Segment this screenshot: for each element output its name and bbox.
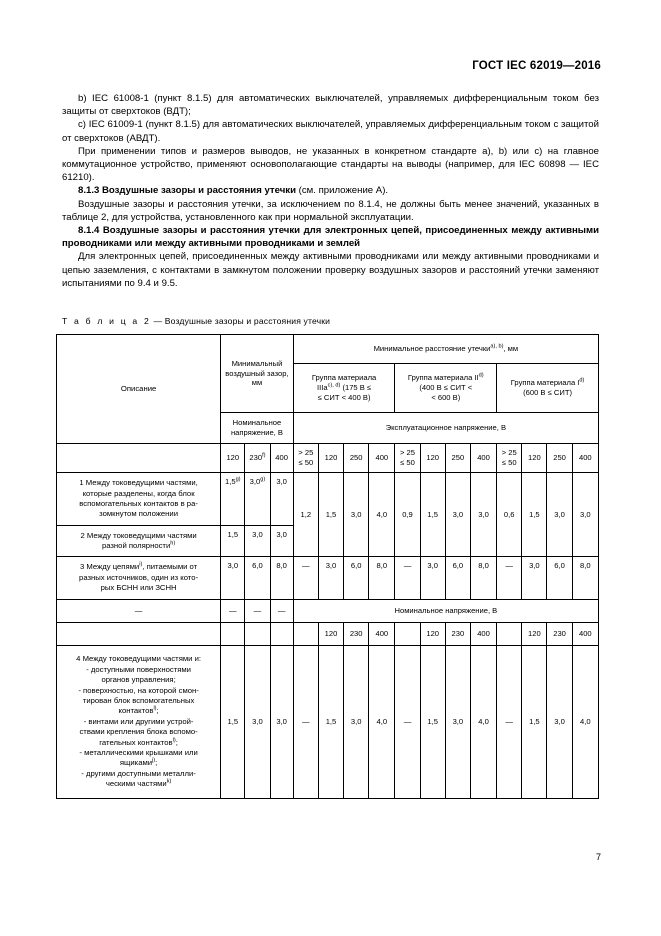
row-3-desc-sup: i) bbox=[139, 561, 143, 568]
creepage-col-3 bbox=[369, 444, 395, 473]
header-service-voltage: Эксплуатационное напряжение, В bbox=[293, 413, 598, 444]
table-header-row-5 bbox=[57, 623, 599, 646]
merged-creepage-7: 3,0 bbox=[470, 473, 496, 557]
voltage-230-air bbox=[245, 444, 270, 473]
row-3-description bbox=[57, 557, 221, 600]
row-3-creep-5: 3,0 bbox=[420, 557, 445, 600]
group-ii-sup: d) bbox=[478, 372, 484, 379]
voltage2-col-5: 120 bbox=[420, 623, 445, 646]
merged-creepage-8: 0,6 bbox=[497, 473, 522, 557]
row-2-air-400: 3,0 bbox=[270, 526, 293, 557]
creepage-col-0-l2: ≤ 50 bbox=[298, 458, 314, 467]
creepage-col-2-l1: 250 bbox=[349, 453, 363, 463]
voltage2-col-2: 230 bbox=[344, 623, 369, 646]
row-4-desc-line-5: тирован блок вспомогательных bbox=[82, 695, 195, 705]
clause-8-1-4-title: 8.1.4 Воздушные зазоры и расстояния утечки для электронных цепей, присоединенных между активными проводниками или между активными проводниками и землей bbox=[62, 225, 599, 250]
voltage2-air-230 bbox=[245, 623, 270, 646]
row-1-desc-line-4: зомкнутом положении bbox=[99, 509, 179, 519]
row-4-creep-9: 1,5 bbox=[522, 646, 547, 799]
row-4-creep-2: 3,0 bbox=[344, 646, 369, 799]
table-2 bbox=[56, 334, 599, 799]
merged-creepage-5: 1,5 bbox=[420, 473, 445, 557]
voltage2-col-3: 400 bbox=[369, 623, 395, 646]
row-1-air-230-sup: g) bbox=[260, 476, 266, 483]
header-rated-voltage: Номинальное напряжение, В bbox=[221, 413, 294, 444]
merged-creepage-6: 3,0 bbox=[445, 473, 470, 557]
row-4-desc-line-11-text: ящиками bbox=[119, 758, 153, 768]
creepage-col-2 bbox=[344, 444, 369, 473]
row-4-creep-11: 4,0 bbox=[572, 646, 598, 799]
separator-air-120: — bbox=[221, 600, 245, 623]
row-2-desc-sup: h) bbox=[170, 540, 176, 547]
creepage-col-0 bbox=[293, 444, 318, 473]
header-description: Описание bbox=[57, 335, 221, 444]
merged-creepage-3: 4,0 bbox=[369, 473, 395, 557]
separator-description: — bbox=[57, 600, 221, 623]
row-4-desc-line-7: - винтами или другими устрой- bbox=[83, 716, 194, 726]
row-4-creep-7: 4,0 bbox=[470, 646, 496, 799]
row-4-desc-line-3: органов управления; bbox=[101, 675, 176, 685]
creepage-col-6 bbox=[445, 444, 470, 473]
merged-creepage-9: 1,5 bbox=[522, 473, 547, 557]
voltage-400-air bbox=[270, 444, 293, 473]
row-3-desc-line-1-text: 3 Между цепями bbox=[80, 562, 140, 572]
header-group-iiia bbox=[293, 364, 395, 413]
group-iiia-sup: c), d) bbox=[327, 382, 341, 389]
creepage-col-11-l1: 400 bbox=[578, 453, 592, 463]
row-4-desc-line-2: - доступными поверхностями bbox=[86, 664, 191, 674]
page-number: 7 bbox=[595, 852, 601, 862]
row-1-desc-line-1: 1 Между токоведущими частями, bbox=[79, 478, 198, 488]
table-2-wrapper bbox=[56, 334, 599, 799]
creepage-col-7 bbox=[470, 444, 496, 473]
row-4-creep-1: 1,5 bbox=[318, 646, 343, 799]
row-4-description bbox=[57, 646, 221, 799]
row-2-desc-line-2 bbox=[57, 541, 220, 551]
voltage-120-air bbox=[221, 444, 245, 473]
row-3-creep-6: 6,0 bbox=[445, 557, 470, 600]
row-3-creep-2: 6,0 bbox=[344, 557, 369, 600]
clause-8-1-3-title: 8.1.3 Воздушные зазоры и расстояния утечки bbox=[78, 185, 296, 197]
voltage-230-air-value: 230 bbox=[249, 453, 263, 463]
row-1-air-230-value: 3,0 bbox=[249, 477, 261, 486]
creepage-col-9-l1: 120 bbox=[528, 453, 541, 463]
row-2-desc-line-1: 2 Между токоведущими частями bbox=[80, 530, 197, 540]
voltage2-col-4 bbox=[395, 623, 420, 646]
creepage-col-9 bbox=[522, 444, 547, 473]
header-voltage-cell bbox=[57, 444, 221, 473]
group-iiia-line2-b: (175 В ≤ bbox=[340, 383, 372, 393]
row-3-creep-4: — bbox=[395, 557, 420, 600]
body-text-block bbox=[62, 92, 599, 290]
header-min-air-gap: Минимальный воздушный зазор, мм bbox=[221, 335, 294, 413]
voltage-230-air-sup: f) bbox=[262, 452, 266, 459]
row-3-desc-line-1 bbox=[57, 562, 220, 572]
voltage2-col-6: 230 bbox=[445, 623, 470, 646]
voltage2-col-9: 120 bbox=[522, 623, 547, 646]
row-3-air-230: 6,0 bbox=[245, 557, 270, 600]
table-separator-row bbox=[57, 600, 599, 623]
voltage2-col-10: 230 bbox=[547, 623, 572, 646]
row-1-air-120-value: 1,5 bbox=[225, 477, 236, 486]
row-4-creep-10: 3,0 bbox=[547, 646, 572, 799]
voltage-400-air-value: 400 bbox=[275, 453, 288, 463]
row-4-creep-0: — bbox=[293, 646, 318, 799]
creepage-col-11 bbox=[572, 444, 598, 473]
row-3-creep-7: 8,0 bbox=[470, 557, 496, 600]
row-4-creep-5: 1,5 bbox=[420, 646, 445, 799]
header-min-creepage-unit: , мм bbox=[503, 344, 519, 354]
creepage-col-5-l1: 120 bbox=[426, 453, 440, 463]
creepage-col-4-l1: > 25 bbox=[400, 448, 415, 458]
row-3-air-400: 8,0 bbox=[270, 557, 293, 600]
creepage-col-8-l1: > 25 bbox=[501, 448, 517, 458]
row-1-air-120 bbox=[221, 473, 245, 526]
merged-creepage-10: 3,0 bbox=[547, 473, 572, 557]
row-4-desc-line-4: - поверхностью, на которой смон- bbox=[78, 685, 199, 695]
merged-creepage-0: 1,2 bbox=[293, 473, 318, 557]
row-3-creep-0: — bbox=[293, 557, 318, 600]
clause-8-1-3-body: Воздушные зазоры и расстояния утечки, за исключением по 8.1.4, не должны быть менее значений, указанных в таблице 2, для устройства, установленного как при нормальной эксплуатации. bbox=[62, 198, 599, 223]
row-4-sup-3: j) bbox=[152, 757, 156, 764]
row-4-sup-1: l) bbox=[153, 705, 157, 712]
row-3-desc-line-1-cont: , питаемыми от bbox=[142, 562, 198, 572]
row-4-creep-8: — bbox=[497, 646, 522, 799]
group-iiia-line3: ≤ СИТ < 400 В) bbox=[317, 392, 371, 402]
row-4-sup-4: k) bbox=[166, 778, 172, 785]
row-2-air-230: 3,0 bbox=[245, 526, 270, 557]
row-4-desc-line-12: - другими доступными металли- bbox=[81, 768, 196, 778]
paragraph-terminals: При применении типов и размеров выводов, не указанных в конкретном стандарте a), b) или c) на главное коммутационное устройство, применяют основополагающие стандарты на выводы (например, для IEC 60898 — IEC 61210). bbox=[62, 145, 599, 184]
table-row bbox=[57, 646, 599, 799]
creepage-col-4-l2: ≤ 50 bbox=[400, 458, 415, 467]
row-4-desc-line-13-text: ческими частями bbox=[105, 779, 167, 789]
group-i-line2: (600 В ≤ СИТ) bbox=[523, 388, 572, 397]
table-header-row-4 bbox=[57, 444, 599, 473]
voltage2-desc-cell bbox=[57, 623, 221, 646]
row-2-air-120: 1,5 bbox=[221, 526, 245, 557]
document-header: ГОСТ IEC 62019—2016 bbox=[472, 60, 601, 72]
row-1-air-400-value: 3,0 bbox=[276, 477, 287, 486]
row-4-creep-4: — bbox=[395, 646, 420, 799]
table-caption-text: Воздушные зазоры и расстояния утечки bbox=[164, 316, 331, 326]
creepage-col-5 bbox=[420, 444, 445, 473]
creepage-col-6-l1: 250 bbox=[451, 453, 465, 463]
separator-air-230: — bbox=[245, 600, 270, 623]
voltage2-air-120 bbox=[221, 623, 245, 646]
group-iiia-line2-a: IIIa bbox=[317, 383, 328, 393]
row-4-air-230: 3,0 bbox=[245, 646, 270, 799]
creepage-col-10-l1: 250 bbox=[553, 453, 566, 463]
row-4-air-120: 1,5 bbox=[221, 646, 245, 799]
row-4-desc-line-10: - металлическими крышками или bbox=[79, 748, 198, 758]
header-min-creepage-text: Минимальное расстояние утечки bbox=[373, 344, 491, 354]
group-i-sup: d) bbox=[579, 377, 585, 384]
creepage-col-4 bbox=[395, 444, 420, 473]
row-1-air-400 bbox=[270, 473, 293, 526]
table-row bbox=[57, 557, 599, 600]
paragraph-c: c) IEC 61009-1 (пункт 8.1.5) для автоматических выключателей, управляемых дифференциальным током с защитой от сверхтоков (АВДТ). bbox=[62, 119, 599, 144]
row-3-creep-1: 3,0 bbox=[318, 557, 343, 600]
clause-8-1-3-suffix: (см. приложение А). bbox=[295, 185, 389, 197]
voltage2-col-7: 400 bbox=[470, 623, 496, 646]
row-4-sup-2: l) bbox=[172, 737, 176, 744]
row-1-description bbox=[57, 473, 221, 526]
creepage-col-1 bbox=[318, 444, 343, 473]
row-1-air-120-sup: g) bbox=[235, 476, 241, 483]
merged-creepage-2: 3,0 bbox=[344, 473, 369, 557]
group-iiia-line1: Группа материала bbox=[311, 373, 377, 383]
row-1-desc-line-2: которые разделены, когда блок bbox=[82, 488, 195, 498]
row-3-creep-11: 8,0 bbox=[572, 557, 598, 600]
merged-creepage-11: 3,0 bbox=[572, 473, 598, 557]
row-4-desc-line-6: контактов$^{l)}$; bbox=[118, 705, 159, 716]
row-4-desc-line-11: ящиками$^{j)}$; bbox=[119, 757, 158, 768]
voltage-120-air-value: 120 bbox=[226, 453, 240, 463]
group-ii-line1-a: Группа материала II bbox=[407, 373, 479, 383]
row-3-creep-9: 3,0 bbox=[522, 557, 547, 600]
creepage-col-3-l1: 400 bbox=[375, 453, 389, 463]
row-4-air-400: 3,0 bbox=[270, 646, 293, 799]
table-caption-label: Т а б л и ц а 2 bbox=[62, 316, 151, 326]
voltage2-col-11: 400 bbox=[572, 623, 598, 646]
creepage-col-0-l1: > 25 bbox=[298, 448, 314, 458]
row-3-air-120: 3,0 bbox=[221, 557, 245, 600]
creepage-col-1-l1: 120 bbox=[324, 453, 338, 463]
row-4-desc-line-6-text: контактов bbox=[118, 706, 154, 716]
merged-creepage-1: 1,5 bbox=[318, 473, 343, 557]
group-i-line1-a: Группа материала I bbox=[510, 378, 580, 388]
creepage-col-10 bbox=[547, 444, 572, 473]
row-1-air-230 bbox=[245, 473, 270, 526]
row-2-desc-line-2-text: разной полярности bbox=[101, 541, 171, 550]
header-rated-voltage-2: Номинальное напряжение, В bbox=[293, 600, 598, 623]
header-min-creepage-sup: a), b) bbox=[490, 343, 504, 350]
creepage-col-7-l1: 400 bbox=[477, 453, 490, 463]
group-ii-line2: (400 В ≤ СИТ < bbox=[419, 383, 473, 393]
table-caption bbox=[62, 316, 330, 326]
row-2-description bbox=[57, 526, 221, 557]
voltage2-col-0 bbox=[293, 623, 318, 646]
clause-8-1-4-body: Для электронных цепей, присоединенных между активными проводниками или между активными проводниками и цепью заземления, с контактами в замкнутом положении проверку воздушных зазоров и расстояний утечки заменяют испытаниями по 9.4 и 9.5. bbox=[62, 251, 599, 289]
row-4-desc-line-9: гательных контактов$^{l)}$; bbox=[99, 737, 178, 747]
separator-air-400: — bbox=[270, 600, 293, 623]
creepage-col-8 bbox=[497, 444, 522, 473]
table-header-row-1 bbox=[57, 335, 599, 364]
voltage2-col-8 bbox=[497, 623, 522, 646]
row-3-desc-line-3: рых БСНН или ЗСНН bbox=[100, 583, 177, 593]
group-ii-line3: < 600 В) bbox=[431, 392, 461, 402]
voltage2-col-1: 120 bbox=[318, 623, 343, 646]
header-min-creepage bbox=[293, 335, 598, 364]
row-4-creep-6: 3,0 bbox=[445, 646, 470, 799]
paragraph-b: b) IEC 61008-1 (пункт 8.1.5) для автоматических выключателей, управляемых дифференциальным током без защиты от сверхтоков (ВДТ); bbox=[62, 93, 599, 118]
row-1-desc-line-3: вспомогательных контактов в ра- bbox=[79, 499, 198, 508]
row-4-desc-line-13 bbox=[57, 779, 220, 789]
row-3-creep-3: 8,0 bbox=[369, 557, 395, 600]
row-4-desc-line-8: ствами крепления блока вспомо- bbox=[79, 727, 198, 737]
voltage2-air-400 bbox=[270, 623, 293, 646]
row-4-desc-line-1: 4 Между токоведущими частями и: bbox=[76, 654, 202, 664]
row-4-creep-3: 4,0 bbox=[369, 646, 395, 799]
row-3-desc-line-2: разных источников, один из кото- bbox=[79, 572, 199, 582]
header-group-i bbox=[497, 364, 599, 413]
table-caption-dash: — bbox=[150, 316, 165, 326]
clause-8-1-3 bbox=[62, 184, 599, 197]
creepage-col-8-l2: ≤ 50 bbox=[501, 458, 517, 467]
row-4-desc-line-9-text: гательных контактов bbox=[99, 737, 173, 747]
merged-creepage-4: 0,9 bbox=[395, 473, 420, 557]
table-row bbox=[57, 473, 599, 526]
header-group-ii bbox=[395, 364, 497, 413]
row-3-creep-8: — bbox=[497, 557, 522, 600]
row-3-creep-10: 6,0 bbox=[547, 557, 572, 600]
